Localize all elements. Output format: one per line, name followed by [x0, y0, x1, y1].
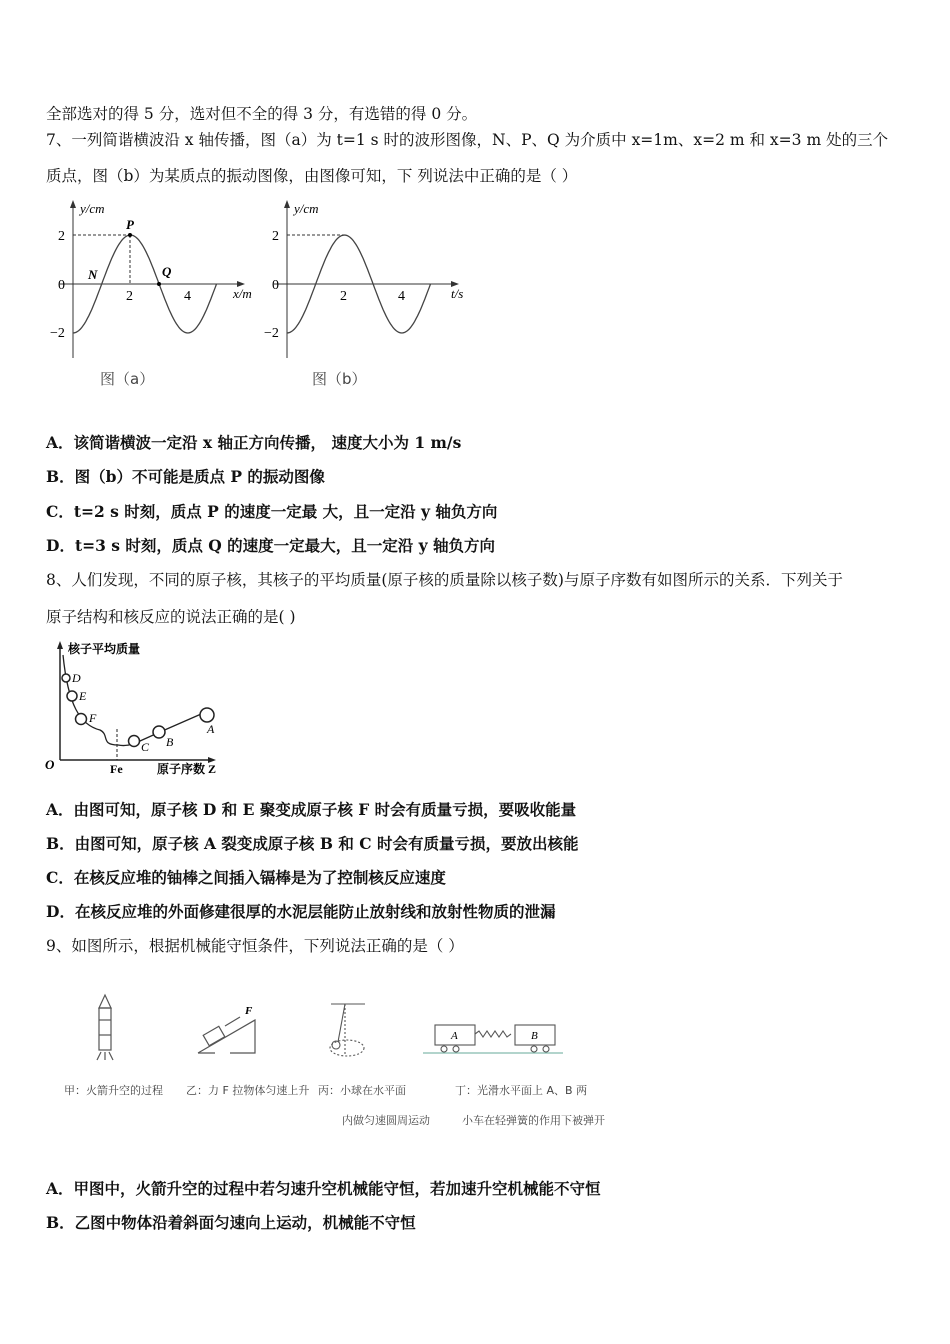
q9-stem: 9、如图所示，根据机械能守恒条件，下列说法正确的是（ ）	[46, 937, 464, 955]
q7-option-c: C．t=2 s 时刻，质点 P 的速度一定最 大，且一定沿 y 轴负方向	[46, 502, 498, 521]
q7-option-d: D．t=3 s 时刻，质点 Q 的速度一定最大，且一定沿 y 轴负方向	[46, 536, 495, 555]
q8-option-d: D．在核反应堆的外面修建很厚的水泥层能防止放射线和放射性物质的泄漏	[46, 902, 556, 921]
q8-option-c: C．在核反应堆的铀棒之间插入镉棒是为了控制核反应速度	[46, 868, 446, 887]
x-axis-label: x/m	[233, 286, 252, 301]
svg-text:A: A	[451, 1030, 458, 1042]
svg-text:0: 0	[58, 278, 65, 293]
q8-option-a: A．由图可知，原子核 D 和 E 聚变成原子核 F 时会有质量亏损，要吸收能量	[46, 800, 577, 819]
q7-option-a: A．该简谐横波一定沿 x 轴正方向传播， 速度大小为 1 m/s	[46, 433, 462, 452]
svg-text:t/s: t/s	[451, 286, 464, 301]
svg-text:核子平均质量: 核子平均质量	[68, 642, 141, 656]
q7-stem-line1: 7、一列简谐横波沿 x 轴传播，图（a）为 t=1 s 时的波形图像，N、P、Q 为介质中 x=1m、x=2 m 和 x=3 m 处的三个	[46, 131, 889, 149]
svg-text:y/cm: y/cm	[294, 201, 319, 216]
q7-option-b: B．图（b）不可能是质点 P 的振动图像	[46, 467, 325, 486]
svg-text:B: B	[166, 735, 174, 749]
svg-text:F: F	[245, 1005, 253, 1017]
svg-text:4: 4	[184, 289, 191, 304]
intro-text: 全部选对的得 5 分，选对但不全的得 3 分，有选错的得 0 分。	[46, 105, 478, 123]
svg-text:−2: −2	[264, 326, 279, 341]
q9-caption-jia: 甲：火箭升空的过程	[64, 1084, 163, 1097]
svg-text:2: 2	[340, 289, 347, 304]
svg-text:Q: Q	[162, 264, 172, 279]
svg-text:A: A	[207, 722, 215, 736]
q9-option-a: A．甲图中，火箭升空的过程中若匀速升空机械能守恒，若加速升空机械能不守恒	[46, 1179, 601, 1198]
svg-text:Fe: Fe	[110, 762, 123, 776]
svg-text:B: B	[531, 1030, 538, 1042]
q9-caption-ding: 丁：光滑水平面上 A、B 两	[455, 1084, 588, 1097]
q9-caption-bing-2: 内做匀速圆周运动	[342, 1114, 430, 1127]
q9-figures	[55, 990, 635, 1070]
svg-text:D: D	[72, 671, 81, 685]
q8-stem-line1: 8、人们发现，不同的原子核，其核子的平均质量(原子核的质量除以核子数)与原子序数有如图所示的关系．下列关于	[46, 571, 843, 589]
svg-text:C: C	[141, 740, 150, 754]
q9-caption-ding-2: 小车在轻弹簧的作用下被弹开	[462, 1114, 605, 1127]
svg-text:E: E	[79, 689, 87, 703]
svg-text:0: 0	[272, 278, 279, 293]
svg-text:O: O	[45, 757, 55, 772]
y-axis-label: y/cm	[80, 201, 105, 216]
fig-b-caption: 图（b）	[312, 370, 367, 388]
svg-text:P: P	[126, 217, 134, 232]
q8-option-b: B．由图可知，原子核 A 裂变成原子核 B 和 C 时会有质量亏损，要放出核能	[46, 834, 579, 853]
svg-text:2: 2	[272, 229, 279, 244]
q8-stem-line2: 原子结构和核反应的说法正确的是( )	[46, 608, 296, 626]
svg-text:−2: −2	[50, 326, 65, 341]
q9-caption-yi: 乙：力 F 拉物体匀速上升	[186, 1084, 310, 1097]
svg-text:2: 2	[126, 289, 133, 304]
q8-binding-graph	[40, 635, 240, 785]
pendulum-figure	[330, 1004, 365, 1056]
svg-text:N: N	[88, 267, 98, 282]
q7-stem-line2: 质点，图（b）为某质点的振动图像，由图像可知，下 列说法中正确的是（ ）	[46, 167, 578, 185]
q9-option-b: B．乙图中物体沿着斜面匀速向上运动，机械能不守恒	[46, 1213, 416, 1232]
fig-a-caption: 图（a）	[100, 370, 155, 388]
carts-figure	[423, 1025, 563, 1053]
rocket-figure	[97, 995, 113, 1060]
svg-text:F: F	[89, 711, 97, 725]
svg-text:2: 2	[58, 229, 65, 244]
q9-caption-bing: 丙：小球在水平面	[318, 1084, 406, 1097]
svg-text:原子序数 Z: 原子序数 Z	[157, 762, 217, 776]
svg-text:4: 4	[398, 289, 405, 304]
q7-wave-graph-a	[0, 0, 480, 400]
incline-figure	[198, 1017, 255, 1053]
